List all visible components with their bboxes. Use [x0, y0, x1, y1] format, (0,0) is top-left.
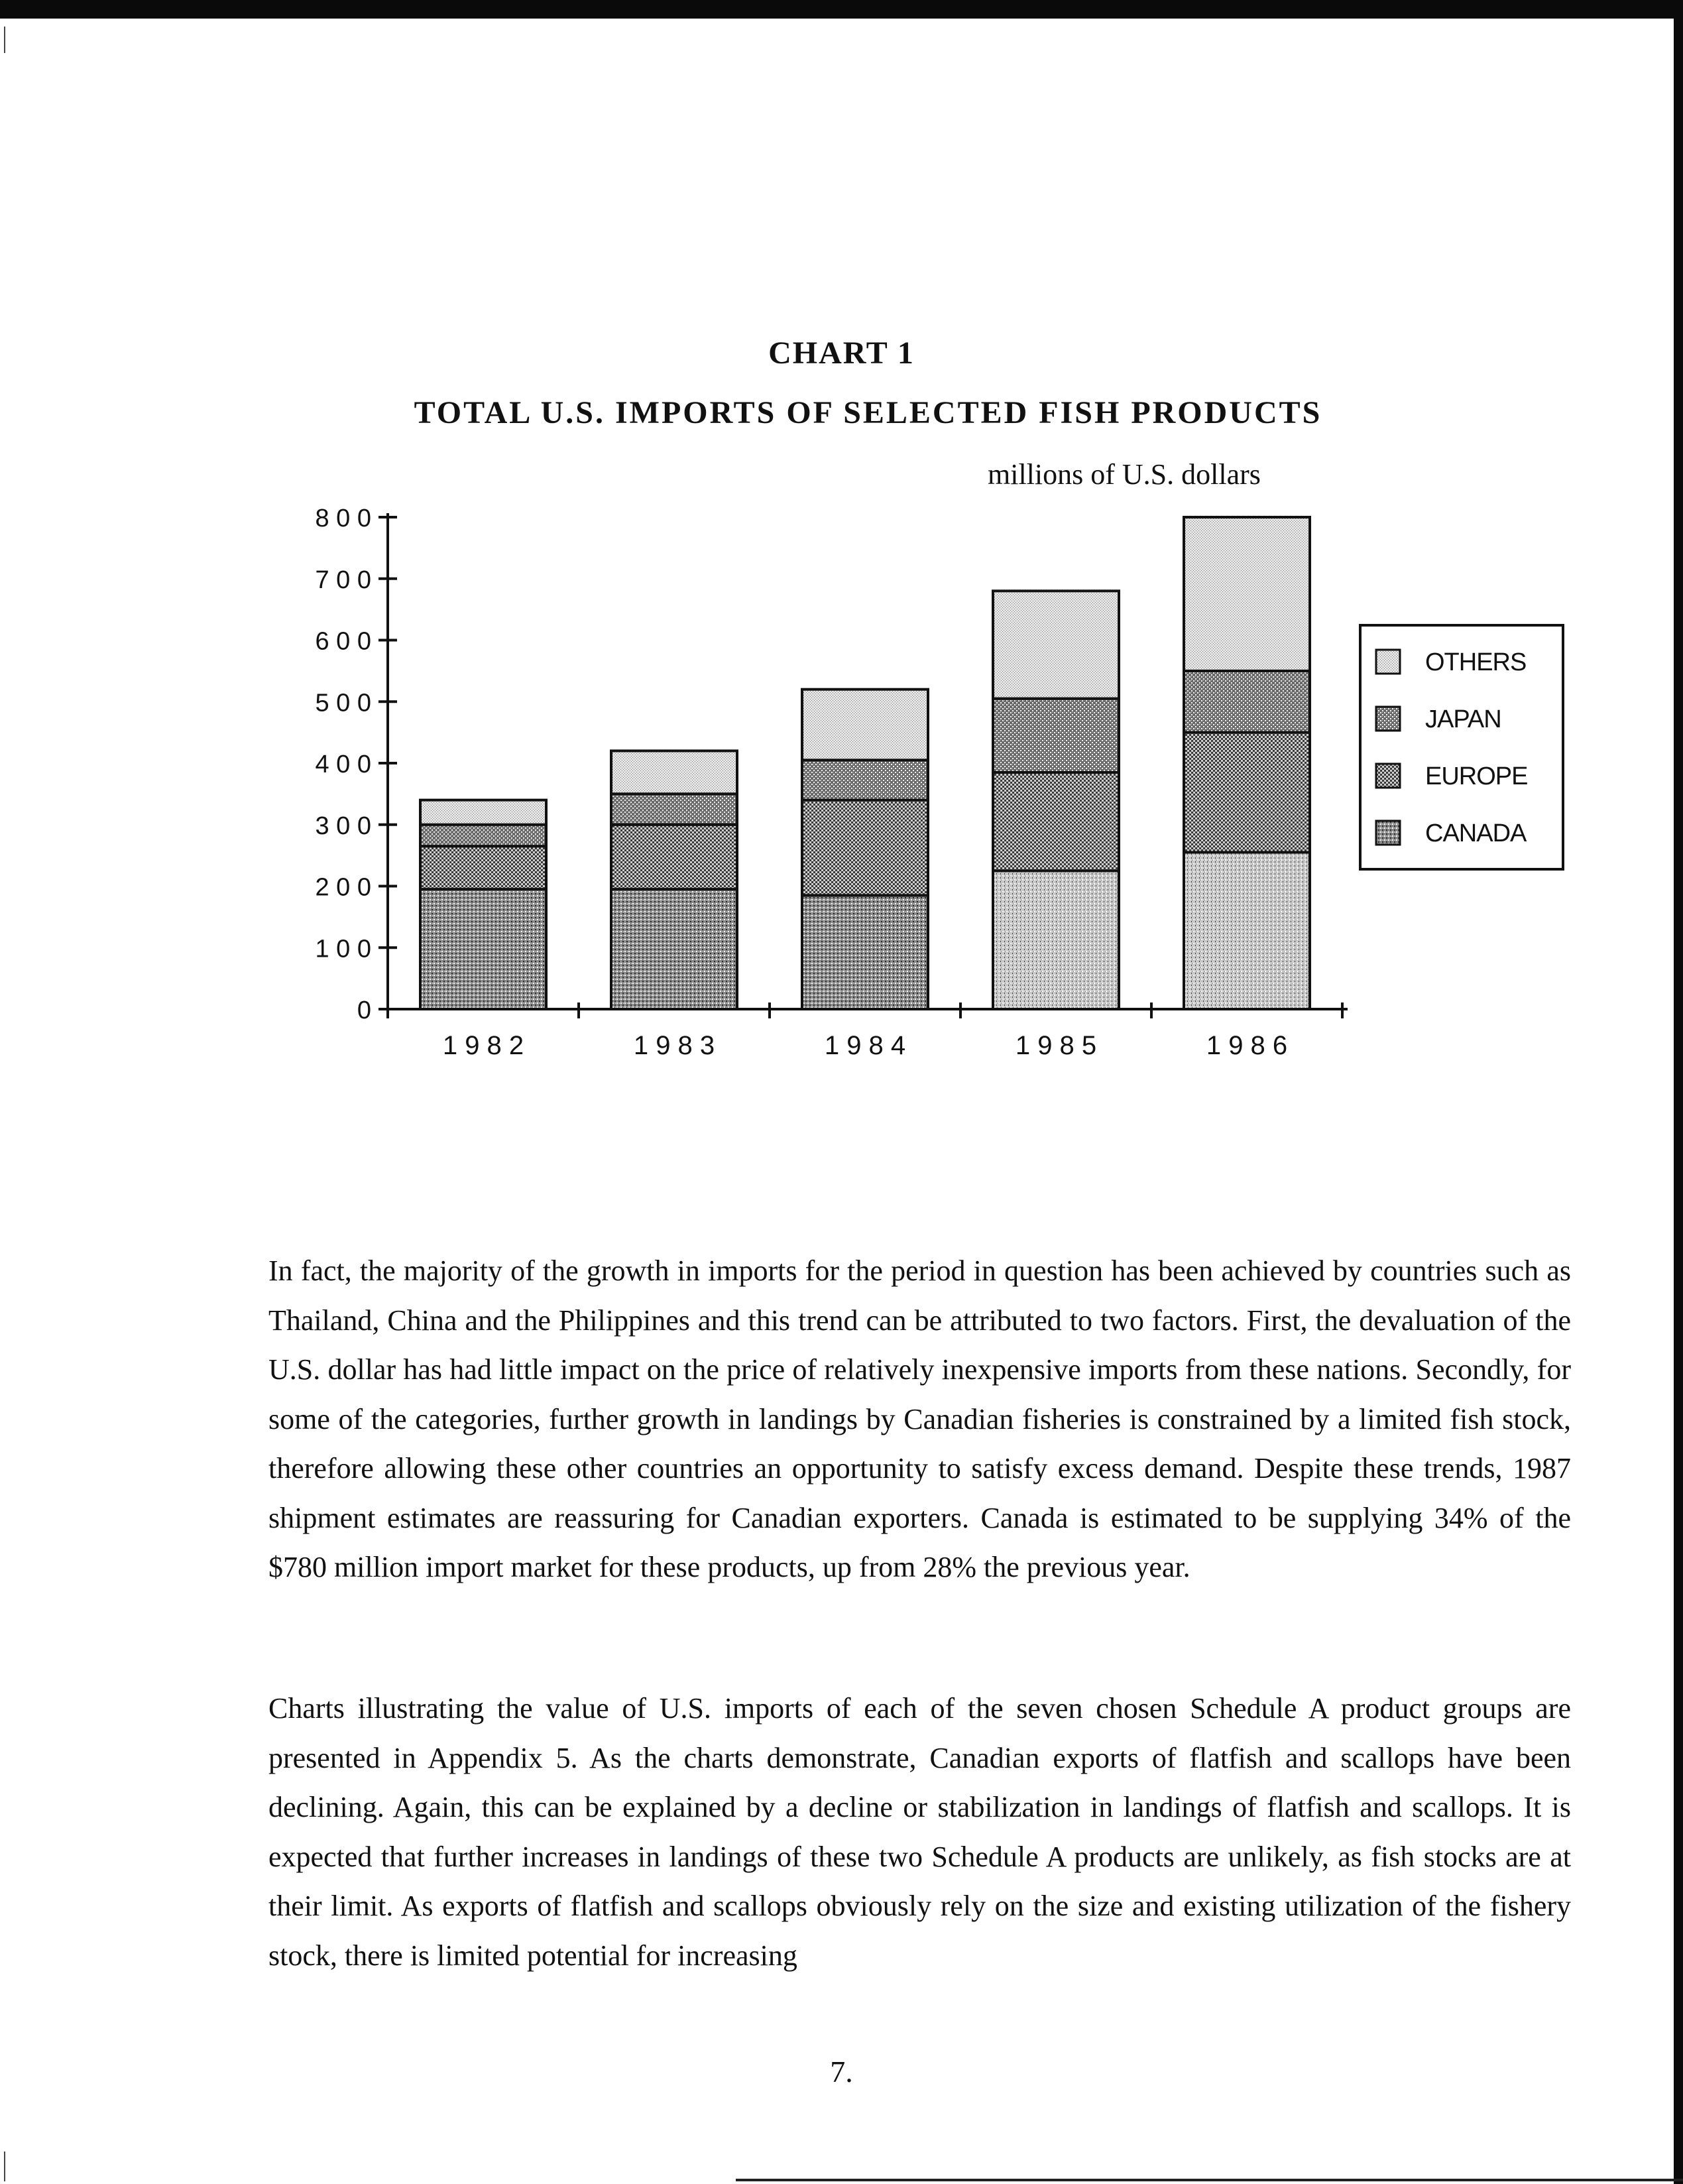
- scan-left-mark: [4, 2152, 5, 2181]
- bar-segment-europe-1983: [611, 825, 737, 889]
- legend-label-canada: CANADA: [1425, 819, 1527, 847]
- chart-title: TOTAL U.S. IMPORTS OF SELECTED FISH PRODUCTS: [414, 395, 1322, 430]
- bar-segment-others-1985: [993, 591, 1119, 698]
- bar-segment-canada-1984: [802, 895, 928, 1009]
- bar-segment-others-1986: [1184, 517, 1310, 671]
- body-paragraph-2: Charts illustrating the value of U.S. imports of each of the seven chosen Schedule A product groups are presented in Appendix 5. As the charts demonstrate, Canadian exports of flatfish and scallops have been declining. Again, this can be explained by a decline or stabilization in landings of flatfish and scallops. It is expected that further increases in landings of these two Schedule A products are unlikely, as fish stocks are at their limit. As exports of flatfish and scallops obviously rely on the size and existing utilization of the fishery stock, there is limited potential for increasing: [268, 1692, 1571, 1972]
- page-number: 7.: [830, 2055, 853, 2089]
- y-tick-label: 1 0 0: [315, 935, 371, 963]
- bar-segment-japan-1982: [420, 825, 546, 846]
- y-tick-label: 6 0 0: [315, 627, 371, 656]
- x-tick-label: 1 9 8 6: [1206, 1031, 1288, 1060]
- bar-segment-europe-1984: [802, 800, 928, 896]
- legend-swatch-europe: [1376, 764, 1400, 788]
- bar-segment-europe-1985: [993, 772, 1119, 871]
- bar-segment-japan-1985: [993, 699, 1119, 772]
- bar-segment-canada-1982: [420, 889, 546, 1009]
- x-tick-label: 1 9 8 2: [442, 1031, 524, 1060]
- chart-number: CHART 1: [768, 335, 915, 371]
- bar-segment-europe-1982: [420, 846, 546, 889]
- bar-segment-japan-1983: [611, 794, 737, 824]
- y-tick-label: 7 0 0: [315, 566, 371, 594]
- bar-segment-canada-1985: [993, 871, 1119, 1009]
- x-tick-label: 1 9 8 4: [824, 1031, 906, 1060]
- legend-swatch-others: [1376, 650, 1400, 674]
- bar-segment-others-1984: [802, 690, 928, 760]
- x-tick-label: 1 9 8 5: [1015, 1031, 1097, 1060]
- y-tick-label: 5 0 0: [315, 689, 371, 717]
- scan-bottom-line: [736, 2179, 1683, 2181]
- bar-segment-canada-1983: [611, 889, 737, 1009]
- x-tick-label: 1 9 8 3: [633, 1031, 715, 1060]
- legend-label-japan: JAPAN: [1425, 705, 1501, 733]
- bar-segment-others-1983: [611, 751, 737, 794]
- y-tick-label: 2 0 0: [315, 873, 371, 902]
- y-tick-label: 4 0 0: [315, 751, 371, 778]
- bar-segment-europe-1986: [1184, 733, 1310, 853]
- bar-segment-japan-1986: [1184, 671, 1310, 733]
- body-paragraph-1: In fact, the majority of the growth in imports for the period in question has been achieved by countries such as Thailand, China and the Philippines and this trend can be attributed to two factors. First, the devaluation of the U.S. dollar has had little impact on the price of relatively inexpensive imports from these nations. Secondly, for some of the categories, further growth in landings by Canadian fisheries is constrained by a limited fish stock, therefore allowing these other countries an opportunity to satisfy excess demand. Despite these trends, 1987 shipment estimates are reassuring for Canadian exporters. Canada is estimated to be supplying 34% of the $780 million import market for these products, up from 28% the previous year.: [268, 1254, 1571, 1583]
- y-tick-label: 8 0 0: [315, 505, 371, 532]
- bar-segment-canada-1986: [1184, 852, 1310, 1009]
- y-tick-label: 3 0 0: [315, 812, 371, 840]
- units-label: millions of U.S. dollars: [988, 458, 1261, 491]
- legend-swatch-japan: [1376, 707, 1400, 731]
- legend-swatch-canada: [1376, 821, 1400, 845]
- y-tick-label: 0: [357, 997, 371, 1024]
- bar-segment-others-1982: [420, 800, 546, 825]
- bar-segment-japan-1984: [802, 760, 928, 800]
- legend-label-others: OTHERS: [1425, 648, 1527, 676]
- legend-label-europe: EUROPE: [1425, 762, 1528, 790]
